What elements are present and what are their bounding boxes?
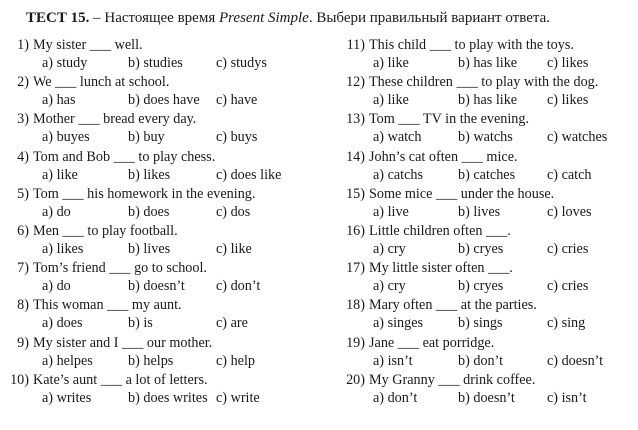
question-number: 18)	[346, 297, 365, 314]
question-number: 2)	[17, 74, 29, 91]
question-line	[10, 222, 328, 240]
answer-options	[342, 389, 638, 408]
question-number: 10)	[10, 371, 29, 388]
question-line	[342, 36, 638, 54]
question-line	[10, 259, 328, 277]
option-a[interactable]: a) don’t	[373, 389, 418, 406]
question-item	[342, 334, 638, 371]
question-item	[10, 334, 328, 371]
option-a[interactable]: a) singes	[373, 315, 424, 332]
answer-options	[342, 352, 638, 371]
question-number: 7)	[17, 260, 29, 277]
question-item	[342, 371, 638, 408]
question-line	[10, 185, 328, 203]
option-c[interactable]: c) sing	[547, 315, 586, 332]
question-text: Little children often ___.	[369, 222, 511, 239]
question-text: My sister ___ well.	[33, 37, 143, 53]
option-c[interactable]: c) like	[216, 240, 252, 257]
option-b[interactable]: b) is	[128, 315, 153, 332]
question-line	[10, 334, 328, 352]
option-b[interactable]: b) studies	[128, 55, 183, 71]
question-text: My Granny ___ drink coffee.	[369, 371, 536, 388]
option-c[interactable]: c) catch	[547, 166, 592, 183]
option-c[interactable]: c) dos	[216, 203, 251, 220]
question-item	[342, 259, 638, 296]
option-a[interactable]: a) isn’t	[373, 352, 413, 369]
answer-options	[10, 203, 328, 222]
option-b[interactable]: b) does have	[128, 92, 200, 109]
right-column	[342, 36, 638, 408]
option-b[interactable]: b) lives	[458, 203, 501, 220]
option-a[interactable]: a) like	[373, 55, 409, 71]
answer-options	[10, 128, 328, 147]
option-b[interactable]: b) doesn’t	[128, 278, 185, 295]
option-c[interactable]: c) does like	[216, 166, 282, 183]
option-c[interactable]: c) have	[216, 92, 258, 109]
option-c[interactable]: c) loves	[547, 203, 592, 220]
question-line	[342, 73, 638, 91]
option-b[interactable]: b) helps	[128, 352, 174, 369]
option-a[interactable]: a) live	[373, 203, 409, 220]
option-c[interactable]: c) doesn’t	[547, 352, 604, 369]
option-a[interactable]: a) likes	[42, 240, 84, 257]
question-line	[342, 110, 638, 128]
question-number: 12)	[346, 74, 365, 91]
option-a[interactable]: a) buyes	[42, 129, 90, 146]
question-text: Tom ___ his homework in the evening.	[33, 185, 256, 202]
title-dash: –	[89, 10, 105, 26]
option-b[interactable]: b) watchs	[458, 129, 513, 146]
answer-options	[342, 314, 638, 333]
option-b[interactable]: b) has like	[458, 92, 518, 109]
question-number: 1)	[17, 37, 29, 53]
option-c[interactable]: c) studys	[216, 55, 267, 71]
question-text: Mary often ___ at the parties.	[369, 297, 537, 314]
question-number: 16)	[346, 222, 365, 239]
question-number: 8)	[17, 297, 29, 314]
answer-options	[10, 277, 328, 296]
question-line	[10, 110, 328, 128]
answer-options	[342, 240, 638, 259]
question-line	[342, 296, 638, 314]
question-item	[342, 110, 638, 147]
question-number: 20)	[346, 371, 365, 388]
answer-options	[342, 54, 638, 73]
question-text: Tom ___ TV in the evening.	[369, 111, 530, 128]
answer-options	[10, 166, 328, 185]
question-line	[342, 148, 638, 166]
option-a[interactable]: a) study	[42, 55, 88, 71]
title-text-before: Настоящее время	[104, 10, 219, 26]
question-item	[10, 371, 328, 408]
question-item	[342, 36, 638, 73]
question-number: 4)	[17, 148, 29, 165]
question-number: 11)	[346, 37, 365, 53]
answer-options	[342, 128, 638, 147]
option-a[interactable]: a) does	[42, 315, 83, 332]
question-item	[10, 73, 328, 110]
question-text: My little sister often ___.	[369, 260, 513, 277]
option-a[interactable]: a) has	[42, 92, 76, 109]
answer-options	[10, 240, 328, 259]
question-text: Some mice ___ under the house.	[369, 185, 555, 202]
question-line	[10, 36, 328, 54]
left-column	[10, 36, 328, 408]
question-number: 19)	[346, 334, 365, 351]
question-text: This child ___ to play with the toys.	[369, 37, 574, 53]
option-c[interactable]: c) likes	[547, 55, 589, 71]
option-b[interactable]: b) cryes	[458, 278, 504, 295]
answer-options	[10, 389, 328, 408]
title-text-after: . Выбери правильный вариант ответа.	[308, 10, 550, 26]
option-c[interactable]: c) cries	[547, 278, 589, 295]
question-line	[342, 222, 638, 240]
question-line	[342, 371, 638, 389]
question-line	[10, 73, 328, 91]
answer-options	[342, 203, 638, 222]
option-b[interactable]: b) buy	[128, 129, 165, 146]
question-item	[10, 148, 328, 185]
question-item	[10, 36, 328, 73]
question-text: Tom’s friend ___ go to school.	[33, 260, 207, 277]
question-text: Jane ___ eat porridge.	[369, 334, 495, 351]
question-number: 13)	[346, 111, 365, 128]
test-name: ТЕСТ 15.	[26, 10, 90, 26]
question-item	[342, 296, 638, 333]
answer-options	[342, 91, 638, 110]
question-text: John’s cat often ___ mice.	[369, 148, 518, 165]
option-a[interactable]: a) like	[373, 92, 409, 109]
question-item	[342, 148, 638, 185]
question-line	[342, 259, 638, 277]
question-text: These children ___ to play with the dog.	[369, 74, 599, 91]
option-b[interactable]: b) doesn’t	[458, 389, 515, 406]
option-b[interactable]: b) does	[128, 203, 170, 220]
option-b[interactable]: b) sings	[458, 315, 503, 332]
question-text: My sister and I ___ our mother.	[33, 334, 213, 351]
option-c[interactable]: c) write	[216, 389, 260, 406]
option-a[interactable]: a) do	[42, 203, 71, 220]
question-number: 5)	[17, 185, 29, 202]
option-c[interactable]: c) are	[216, 315, 248, 332]
question-number: 17)	[346, 260, 365, 277]
answer-options	[342, 166, 638, 185]
option-c[interactable]: c) buys	[216, 129, 258, 146]
question-text: Men ___ to play football.	[33, 222, 178, 239]
question-line	[342, 185, 638, 203]
answer-options	[10, 314, 328, 333]
question-item	[10, 296, 328, 333]
question-item	[10, 185, 328, 222]
question-number: 15)	[346, 185, 365, 202]
question-number: 14)	[346, 148, 365, 165]
option-a[interactable]: a) helpes	[42, 352, 93, 369]
title-present-simple: Present Simple	[218, 10, 309, 26]
answer-options	[10, 54, 328, 73]
option-a[interactable]: a) do	[42, 278, 71, 295]
question-line	[10, 296, 328, 314]
question-number: 9)	[17, 334, 29, 351]
option-b[interactable]: b) lives	[128, 240, 171, 257]
answer-options	[10, 91, 328, 110]
option-b[interactable]: b) don’t	[458, 352, 504, 369]
option-c[interactable]: c) don’t	[216, 278, 261, 295]
option-c[interactable]: c) isn’t	[547, 389, 587, 406]
worksheet-title	[26, 8, 626, 28]
option-a[interactable]: a) cry	[373, 278, 406, 295]
question-text: We ___ lunch at school.	[33, 74, 170, 91]
option-c[interactable]: c) help	[216, 352, 255, 369]
question-text: This woman ___ my aunt.	[33, 297, 182, 314]
question-number: 6)	[17, 222, 29, 239]
option-b[interactable]: b) cryes	[458, 240, 504, 257]
option-a[interactable]: a) writes	[42, 389, 92, 406]
option-c[interactable]: c) cries	[547, 240, 589, 257]
option-a[interactable]: a) catchs	[373, 166, 424, 183]
question-item	[342, 73, 638, 110]
question-text: Kate’s aunt ___ a lot of letters.	[33, 371, 208, 388]
question-number: 3)	[17, 111, 29, 128]
option-c[interactable]: c) likes	[547, 92, 589, 109]
question-item	[10, 259, 328, 296]
answer-options	[342, 277, 638, 296]
option-a[interactable]: a) watch	[373, 129, 422, 146]
question-item	[342, 185, 638, 222]
question-line	[342, 334, 638, 352]
option-a[interactable]: a) like	[42, 166, 78, 183]
question-item	[10, 110, 328, 147]
option-b[interactable]: b) has like	[458, 55, 518, 71]
option-a[interactable]: a) cry	[373, 240, 406, 257]
question-text: Mother ___ bread every day.	[33, 111, 197, 128]
question-item	[10, 222, 328, 259]
question-line	[10, 148, 328, 166]
option-b[interactable]: b) does writes	[128, 389, 208, 406]
question-text: Tom and Bob ___ to play chess.	[33, 148, 216, 165]
answer-options	[10, 352, 328, 371]
option-c[interactable]: c) watches	[547, 129, 608, 146]
question-item	[342, 222, 638, 259]
question-line	[10, 371, 328, 389]
option-b[interactable]: b) likes	[128, 166, 171, 183]
option-b[interactable]: b) catches	[458, 166, 516, 183]
